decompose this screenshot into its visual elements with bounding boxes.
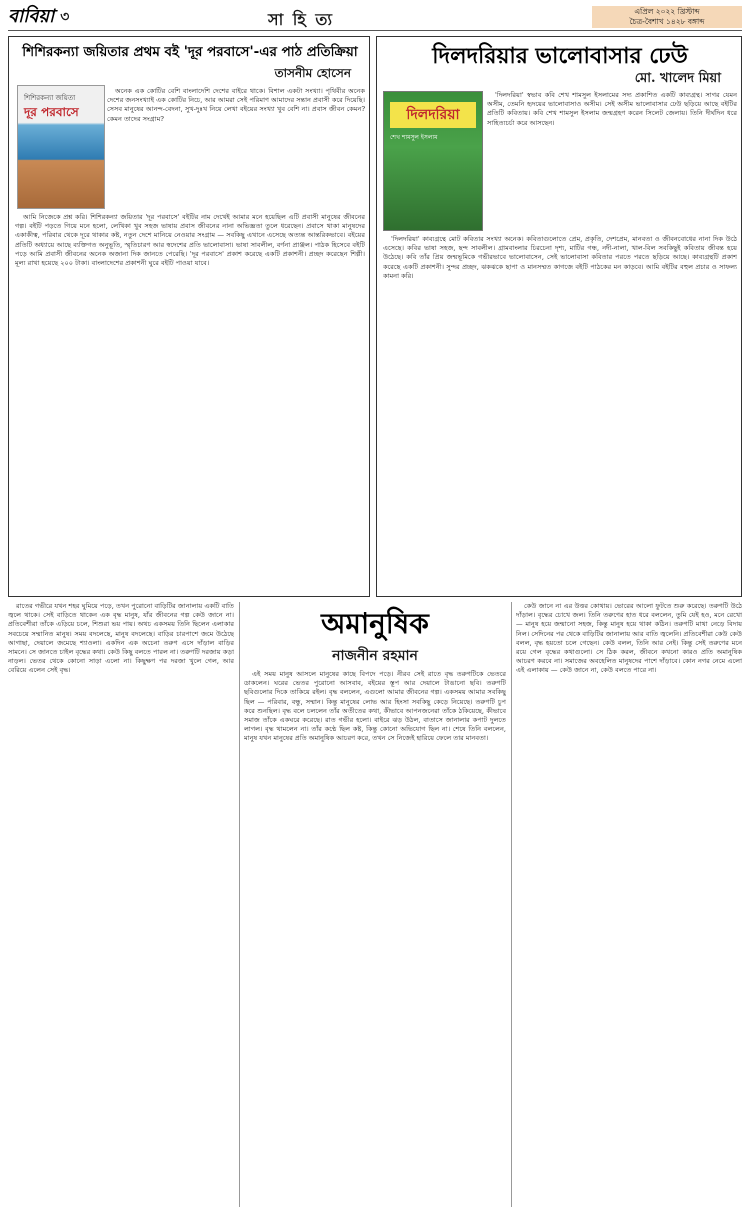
article-story <box>8 602 742 1209</box>
body-paragraph: 'দিলদরিয়া' কাব্যগ্রন্থে মোট কবিতার সংখ্যা অনেক। কবিতাগুলোতে প্রেম, প্রকৃতি, দেশপ্রেম, মানবতা ও জীবনবোধের নানা দিক উঠে এসেছে। কবির ভাষা সহজ, ছন্দ সাবলীল। গ্রামবাংলার চিরচেনা দৃশ্য, মাটির গন্ধ, নদী-নালা, খাল-বিল সবকিছুই কবিতায় জীবন্ত হয়ে উঠেছে। কবি তাঁর প্রিয় জন্মভূমিকে গভীরভাবে ভালোবাসেন, সেই ভালোবাসা কবিতার পরতে পরতে ছড়িয়ে আছে। কাব্যগ্রন্থটি প্রকাশ করেছে একটি প্রকাশনী। সুন্দর প্রচ্ছদ, ঝকঝকে ছাপা ও মানসম্মত কাগজে বইটি পাঠকের মন কাড়বে। আমি বইটির বহুল প্রচার ও সাফল্য কামনা করি। <box>383 235 737 280</box>
story-paragraph: রাতের গভীরে যখন শহর ঘুমিয়ে পড়ে, তখন পুরোনো বাড়িটির জানালায় একটি বাতি জ্বলে থাকে। সেই বাড়িতে থাকেন এক বৃদ্ধ মানুষ, যাঁর জীবনের গল্প কেউ জানে না। প্রতিবেশীরা তাঁকে এড়িয়ে চলে, শিশুরা ভয় পায়। অথচ একসময় তিনি ছিলেন এলাকার সবচেয়ে সম্মানিত মানুষ। সময় বদলেছে, মানুষ বদলেছে। বাড়ির চারপাশে জমে উঠেছে আগাছা, দেয়ালে জমেছে শ্যাওলা। একদিন এক অচেনা তরুণ এসে দাঁড়াল বাড়ির সামনে। সে জানতে চাইল বৃদ্ধের কথা। কেউ কিছু বলতে পারল না। তরুণটি দরজায় কড়া নাড়ল। ভেতর থেকে কোনো সাড়া এলো না। কিছুক্ষণ পর দরজা খুলে গেল, আর বেরিয়ে এলেন সেই বৃদ্ধ। <box>8 602 234 675</box>
story-column-2-text <box>244 670 506 1200</box>
article-author: নাজনীন রহমান <box>332 648 418 664</box>
story-column-3 <box>516 602 742 1202</box>
cover-author: শিশিরকন্যা জয়িতা <box>24 94 76 102</box>
article-title: শিশিরকন্যা জয়িতার প্রথম বই 'দূর পরবাসে'-এর পাঠ প্রতিক্রিয়া <box>22 44 358 60</box>
date-bengali: চৈত্র-বৈশাখ ১৪২৮ বঙ্গাব্দ <box>629 17 705 26</box>
article-book-review-2 <box>376 36 742 597</box>
page-number: ৩ <box>60 9 70 25</box>
article-body <box>383 235 737 593</box>
article-intro <box>107 87 365 209</box>
cover-title: দিলদরিয়া <box>390 102 476 128</box>
article-intro <box>487 91 737 231</box>
section-title: সা হি ত্য <box>268 10 334 29</box>
date-gregorian: এপ্রিল ২০২২ খ্রিস্টাব্দ <box>634 7 700 16</box>
intro-paragraph: অনেক এক কোটির বেশি বাংলাদেশি দেশের বাইরে থাকে। বিশাল একটা সংখ্যা। পৃথিবীর অনেক দেশের জনসংখ্যাই এক কোটির নিচে, আর আমরা সেই পরিমাণ আমাদের সন্তান প্রবাসী করে দিয়েছি। সেসব মানুষের আনন্দ-বেদনা, সুখ-দুঃখ নিয়ে লেখা বইয়ের সংখ্যা খুব বেশি না। প্রবাস জীবন কেমন? কেমন তাদের সংগ্রাম? <box>107 87 365 123</box>
article-title: অমানুষিক <box>321 607 429 640</box>
cover-author: শেখ শামসুল ইসলাম <box>390 134 438 141</box>
article-author: মো. খালেদ মিয়া <box>634 71 721 86</box>
story-column-1 <box>8 602 234 1202</box>
masthead <box>8 6 742 31</box>
date-box <box>592 6 742 28</box>
article-author: তাসনীম হোসেন <box>274 66 351 80</box>
brand <box>8 6 69 28</box>
story-paragraph: এই সময় মানুষ আসলে মানুষের কাছে বিপদে পড়ে। নীরব সেই রাতে বৃদ্ধ তরুণটিকে ভেতরে ডাকলেন। ঘরের ভেতর পুরোনো আসবাব, বইয়ের স্তূপ আর দেয়ালে টাঙানো ছবি। তরুণটি ছবিগুলোর দিকে তাকিয়ে রইল। বৃদ্ধ বললেন, এগুলো আমার জীবনের গল্প। একসময় আমার সবকিছু ছিল — পরিবার, বন্ধু, সম্মান। কিন্তু মানুষের লোভ আর হিংসা সবকিছু কেড়ে নিয়েছে। তরুণটি চুপ করে শুনছিল। বৃদ্ধ বলে চললেন তাঁর অতীতের কথা, কীভাবে আপনজনেরা তাঁকে ঠকিয়েছে, কীভাবে সমাজ তাঁকে একঘরে করেছে। রাত গভীর হলো। বাইরে ঝড় উঠল, বাতাসে জানালার কপাট দুলতে লাগল। বৃদ্ধ থামলেন না। তাঁর কণ্ঠে ছিল কষ্ট, কিন্তু কোনো অভিযোগ ছিল না। শেষে তিনি বললেন, মানুষ যখন মানুষের প্রতি অমানুষিক আচরণ করে, তখন সে নিজেই হারিয়ে ফেলে তার মানবতা। <box>244 670 506 743</box>
brand-logo: বাবিয়া <box>8 5 55 27</box>
cover-title: দূর পরবাসে <box>24 105 79 119</box>
book-cover-image <box>17 85 105 209</box>
intro-paragraph: 'দিলদরিয়া' স্বভাব কবি শেখ শামসুল ইসলামের সদ্য প্রকাশিত একটি কাব্যগ্রন্থ। সাগর যেমন অসীম, তেমনি হৃদয়ের ভালোবাসাও অসীম। সেই অসীম ভালোবাসার ঢেউ ছড়িয়ে আছে বইটির প্রতিটি কবিতায়। কবি শেখ শামসুল ইসলাম জন্মগ্রহণ করেন সিলেট জেলায়। তিনি দীর্ঘদিন ধরে সাহিত্যচর্চা করে আসছেন। <box>487 91 737 127</box>
article-body <box>15 213 365 593</box>
book-cover-image <box>383 91 483 231</box>
story-column-2 <box>244 602 506 1202</box>
article-book-review-1 <box>8 36 370 597</box>
body-paragraph: আমি নিজেকে প্রশ্ন করি। শিশিরকন্যা জয়িতার 'দূর পরবাসে' বইটির নাম দেখেই আমার মনে হয়েছিল এটি প্রবাসী মানুষের জীবনের গল্প। বইটি পড়তে গিয়ে মনে হলো, লেখিকা খুব সহজ ভাষায় প্রবাস জীবনের নানা অভিজ্ঞতা তুলে ধরেছেন। প্রবাসে থাকা মানুষদের একাকীত্ব, পরিবার থেকে দূরে থাকার কষ্ট, নতুন দেশে মানিয়ে নেওয়ার সংগ্রাম — সবকিছু এখানে এসেছে অত্যন্ত আন্তরিকভাবে। বইয়ের প্রতিটি অধ্যায়ে আছে ব্যক্তিগত অনুভূতি, স্মৃতিচারণ আর স্বদেশের প্রতি ভালোবাসা। ভাষা সাবলীল, বর্ণনা প্রাঞ্জল। পাঠক হিসেবে বইটি পড়ে আমি প্রবাসী জীবনের অনেক অজানা দিক জানতে পেরেছি। 'দূর পরবাসে' প্রকাশ করেছে একটি প্রকাশনী। প্রচ্ছদ করেছেন শিল্পী। মূল্য রাখা হয়েছে ২০০ টাকা। বাংলাদেশের প্রকাশনী ঘুরে বইটি পাওয়া যাবে। <box>15 213 365 268</box>
story-paragraph: কেউ জানে না এর উত্তর কোথায়। ভোরের আলো ফুটতে শুরু করেছে। তরুণটি উঠে দাঁড়াল। বৃদ্ধের চোখে জল। তিনি তরুণের হাত ধরে বললেন, তুমি যেই হও, মনে রেখো — মানুষ হয়ে জন্মানো সহজ, কিন্তু মানুষ হয়ে থাকা কঠিন। তরুণটি মাথা নেড়ে বিদায় নিল। সেদিনের পর থেকে বাড়িটির জানালায় আর বাতি জ্বলেনি। প্রতিবেশীরা কেউ কেউ বলল, বৃদ্ধ হয়তো চলে গেছেন। কেউ বলল, তিনি আর নেই। কিন্তু সেই তরুণের মনে রয়ে গেল বৃদ্ধের কথাগুলো। সে ঠিক করল, জীবনে কখনো কারও প্রতি অমানুষিক আচরণ করবে না। সমাজের অবহেলিত মানুষদের পাশে দাঁড়াবে। কোন নগর নেমে এলো এই এলাকায় — কেউ জানে না, কেউ বলতে পারে না। <box>516 602 742 675</box>
article-title: দিলদরিয়ার ভালোবাসার ঢেউ <box>432 43 688 69</box>
